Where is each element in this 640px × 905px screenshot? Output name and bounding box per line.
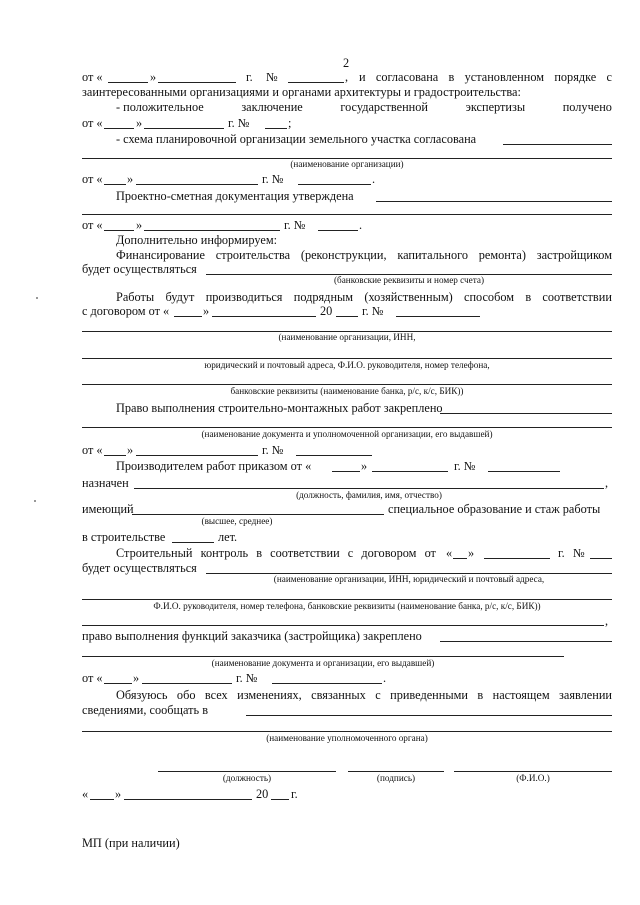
text-line: Строительный контроль в соответствии с договором от: [116, 546, 436, 560]
number-sign: №: [266, 70, 278, 84]
month-field[interactable]: [124, 799, 252, 800]
number-field[interactable]: [298, 184, 371, 185]
year-label: г.: [291, 787, 298, 801]
day-field[interactable]: [104, 230, 134, 231]
text-line: сведениями, сообщать в: [82, 703, 209, 717]
approval-field[interactable]: [376, 201, 612, 202]
customer-rights-field[interactable]: [440, 641, 612, 642]
quote-open: «: [446, 546, 453, 560]
number-field[interactable]: [318, 230, 358, 231]
signature-field[interactable]: [348, 771, 444, 772]
month-field[interactable]: [142, 683, 232, 684]
construction-rights-field-cont[interactable]: [82, 427, 612, 428]
period: .: [372, 172, 376, 186]
text-line: специальное образование и стаж работы: [388, 502, 601, 516]
caption: Ф.И.О. руководителя, номер телефона, банковские реквизиты (наименование банка, р/с, к/с, БИК)): [153, 601, 541, 611]
organization-field[interactable]: [503, 144, 612, 145]
quote-close: »: [127, 172, 134, 186]
date-from-label: от «: [82, 443, 103, 457]
century-label: 20: [256, 787, 269, 801]
quote-close: »: [361, 459, 368, 473]
construction-rights-field[interactable]: [440, 413, 612, 414]
month-field[interactable]: [372, 471, 448, 472]
contract-date-label: с договором от «: [82, 304, 170, 318]
month-field[interactable]: [136, 184, 258, 185]
caption: (должность, фамилия, имя, отчество): [296, 490, 442, 500]
appointed-label: назначен: [82, 476, 129, 490]
stamp-place: МП (при наличии): [82, 836, 180, 850]
month-field[interactable]: [212, 316, 316, 317]
page-number: 2: [343, 56, 350, 70]
comma: ,: [345, 70, 349, 84]
month-field[interactable]: [136, 455, 258, 456]
caption: (должность): [222, 773, 272, 783]
day-field[interactable]: [104, 683, 132, 684]
text-line: Работы будут производиться подрядным (хозяйственным) способом в соответствии: [116, 290, 612, 304]
month-field[interactable]: [158, 82, 236, 83]
year-label: г.: [558, 546, 565, 560]
month-field[interactable]: [144, 128, 224, 129]
supervisor-field-cont[interactable]: [82, 625, 604, 626]
text-line: - схема планировочной организации земельного участка согласована: [116, 132, 477, 146]
experience-years-field[interactable]: [172, 542, 214, 543]
period: .: [359, 218, 363, 232]
authority-field-cont[interactable]: [82, 731, 612, 732]
margin-dot: [36, 297, 38, 299]
text-line: Право выполнения строительно-монтажных работ закреплено: [116, 401, 443, 415]
day-field[interactable]: [90, 799, 114, 800]
comma: ,: [605, 614, 609, 628]
caption: банковские реквизиты (наименование банка, р/с, к/с, БИК)): [230, 386, 464, 396]
comma: ,: [605, 476, 609, 490]
quote-close: »: [136, 116, 143, 130]
text-line: Финансирование строительства (реконструкции, капитального ремонта) застройщиком: [116, 248, 612, 262]
month-field[interactable]: [144, 230, 280, 231]
year-number-label: г. №: [262, 172, 284, 186]
day-field[interactable]: [174, 316, 202, 317]
supervisor-field-cont[interactable]: [82, 599, 612, 600]
order-date-label: Производителем работ приказом от «: [116, 459, 312, 473]
contractor-field[interactable]: [82, 384, 612, 385]
caption: (подпись): [376, 773, 416, 783]
text-line: будет осуществляться: [82, 262, 197, 276]
text-line: Проектно-сметная документация утверждена: [116, 189, 354, 203]
caption: (наименование организации): [290, 159, 404, 169]
year-number-label: г. №: [262, 443, 284, 457]
date-from-label: от «: [82, 70, 103, 84]
year-field[interactable]: [336, 316, 358, 317]
caption: (наименование организации, ИНН, юридический и почтовый адреса,: [273, 574, 545, 584]
caption: (банковские реквизиты и номер счета): [333, 275, 485, 285]
caption: (Ф.И.О.): [516, 773, 550, 783]
year-field[interactable]: [271, 799, 289, 800]
date-from-label: от «: [82, 116, 103, 130]
quote-close: »: [468, 546, 475, 560]
quote-close: »: [150, 70, 157, 84]
text-line: Дополнительно информируем:: [116, 233, 278, 247]
day-field[interactable]: [104, 128, 134, 129]
month-field[interactable]: [484, 558, 550, 559]
caption: (наименование документа и организации, его выдавшей): [211, 658, 435, 668]
number-field[interactable]: [288, 82, 344, 83]
date-from-label: от «: [82, 671, 103, 685]
number-field[interactable]: [272, 683, 382, 684]
authority-field[interactable]: [246, 715, 612, 716]
quote-close: »: [127, 443, 134, 457]
education-field[interactable]: [132, 514, 384, 515]
caption: юридический и почтовый адреса, Ф.И.О. руководителя, номер телефона,: [204, 360, 490, 370]
number-field[interactable]: [590, 558, 612, 559]
text-line: Обязуюсь обо всех изменениях, связанных с приведенными в настоящем заявлении: [116, 688, 612, 702]
caption: (наименование документа и уполномоченной организации, его выдавшей): [201, 429, 493, 439]
number-field[interactable]: [265, 128, 287, 129]
years-label: лет.: [218, 530, 238, 544]
quote-close: »: [133, 671, 140, 685]
having-label: имеющий: [82, 502, 134, 516]
position-field[interactable]: [158, 771, 336, 772]
approval-field-cont[interactable]: [82, 214, 612, 215]
text-line: и согласована в установленном порядке с: [359, 70, 612, 84]
year-number-label: г. №: [362, 304, 384, 318]
experience-label: в строительстве: [82, 530, 166, 544]
day-field[interactable]: [108, 82, 148, 83]
number-field[interactable]: [396, 316, 480, 317]
margin-dot: [34, 500, 36, 502]
day-field[interactable]: [453, 558, 467, 559]
contractor-field[interactable]: [82, 358, 612, 359]
number-field[interactable]: [488, 471, 560, 472]
semicolon: ;: [288, 116, 292, 130]
year-number-label: г. №: [228, 116, 250, 130]
year-number-label: г. №: [454, 459, 476, 473]
quote-close: »: [203, 304, 210, 318]
text-line: - положительное заключение государственной экспертизы получено: [116, 100, 612, 114]
year-number-label: г. №: [284, 218, 306, 232]
date-from-label: от «: [82, 218, 103, 232]
number-field[interactable]: [296, 455, 372, 456]
day-field[interactable]: [332, 471, 360, 472]
customer-rights-field-cont[interactable]: [82, 656, 564, 657]
date-from-label: от «: [82, 172, 103, 186]
quote-open: «: [82, 787, 89, 801]
text-line: заинтересованными организациями и органами архитектуры и градостроительства:: [82, 85, 521, 99]
day-field[interactable]: [104, 184, 126, 185]
text-line: право выполнения функций заказчика (застройщика) закреплено: [82, 629, 422, 643]
text-line: будет осуществляться: [82, 561, 197, 575]
full-name-field[interactable]: [454, 771, 612, 772]
caption: (высшее, среднее): [201, 516, 273, 526]
caption: (наименование уполномоченного органа): [266, 733, 428, 743]
year-number-label: г. №: [236, 671, 258, 685]
quote-close: »: [115, 787, 122, 801]
day-field[interactable]: [104, 455, 126, 456]
work-manager-field[interactable]: [134, 488, 604, 489]
century-label: 20: [320, 304, 333, 318]
year-label: г.: [246, 70, 253, 84]
number-sign: №: [573, 546, 585, 560]
quote-close: »: [136, 218, 143, 232]
caption: (наименование организации, ИНН,: [278, 332, 416, 342]
period: .: [383, 671, 387, 685]
